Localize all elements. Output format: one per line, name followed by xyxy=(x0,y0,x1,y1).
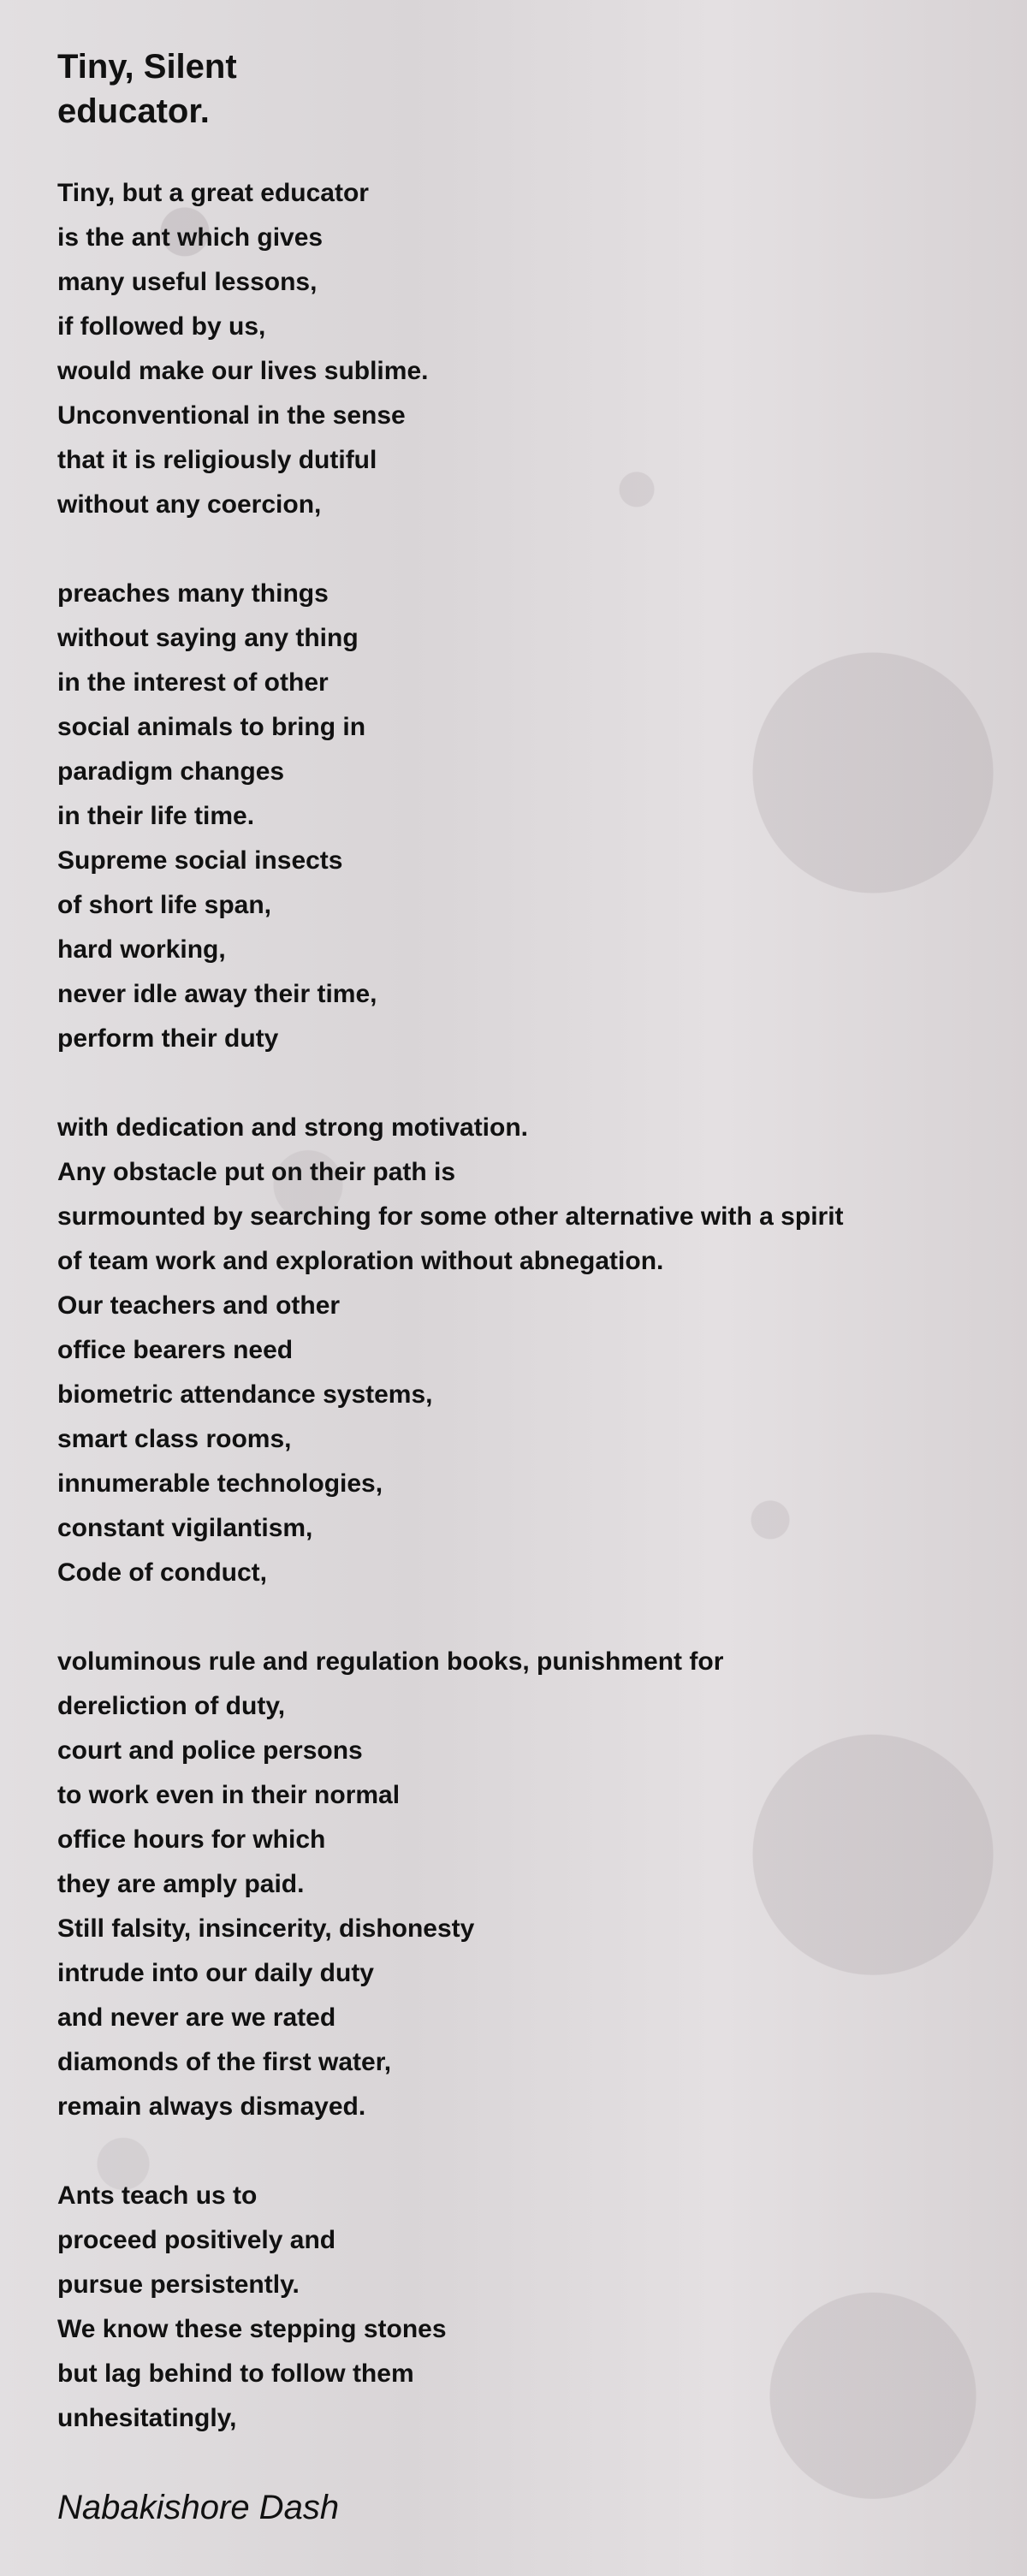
poem-line: of team work and exploration without abnegation. xyxy=(57,1247,664,1275)
poem-line: but lag behind to follow them xyxy=(57,2359,414,2388)
poem-line: social animals to bring in xyxy=(57,713,366,741)
poem-line: innumerable technologies, xyxy=(57,1469,383,1498)
poem-line: intrude into our daily duty xyxy=(57,1959,374,1987)
stanza-1 xyxy=(57,171,999,527)
poem-line: paradigm changes xyxy=(57,757,285,786)
poem-line: that it is religiously dutiful xyxy=(57,446,377,474)
poem-author: Nabakishore Dash xyxy=(57,2489,340,2526)
poem-line: constant vigilantism, xyxy=(57,1514,313,1542)
poem-line: preaches many things xyxy=(57,579,329,608)
poem-line: would make our lives sublime. xyxy=(57,357,429,385)
poem-line: dereliction of duty, xyxy=(57,1692,286,1720)
poem-line: pursue persistently. xyxy=(57,2270,300,2299)
poem-line: to work even in their normal xyxy=(57,1781,401,1809)
poem-line: in their life time. xyxy=(57,802,255,830)
poem-line: in the interest of other xyxy=(57,668,329,697)
poem-line: Our teachers and other xyxy=(57,1291,341,1320)
stanza-3 xyxy=(57,1106,999,1595)
poem-line: with dedication and strong motivation. xyxy=(57,1113,529,1142)
poem-line: diamonds of the first water, xyxy=(57,2048,392,2076)
poem-line: hard working, xyxy=(57,935,226,964)
poem-line: Ants teach us to xyxy=(57,2181,258,2210)
poem-line: of short life span, xyxy=(57,891,272,919)
poem-line: office bearers need xyxy=(57,1336,294,1364)
poem-line: office hours for which xyxy=(57,1825,326,1854)
poem-line: Any obstacle put on their path is xyxy=(57,1158,456,1186)
poem-line: biometric attendance systems, xyxy=(57,1380,433,1409)
poem-title-line-1: Tiny, Silent xyxy=(57,48,237,86)
poem-line: they are amply paid. xyxy=(57,1870,305,1898)
poem-line: without saying any thing xyxy=(57,624,359,652)
poem-line: unhesitatingly, xyxy=(57,2404,237,2432)
poem-line: surmounted by searching for some other alternative with a spirit xyxy=(57,1202,844,1231)
poem-line: smart class rooms, xyxy=(57,1425,292,1453)
poem-title-line-2: educator. xyxy=(57,92,210,130)
poem-line: proceed positively and xyxy=(57,2226,336,2254)
poem-line: without any coercion, xyxy=(57,490,322,519)
poem-line: never idle away their time, xyxy=(57,980,377,1008)
poem-line: many useful lessons, xyxy=(57,268,318,296)
poem-line: voluminous rule and regulation books, punishment for xyxy=(57,1647,724,1676)
poem-line: Tiny, but a great educator xyxy=(57,179,369,207)
poem-line: We know these stepping stones xyxy=(57,2315,447,2343)
poem-line: Still falsity, insincerity, dishonesty xyxy=(57,1914,475,1943)
poem-title xyxy=(57,45,571,134)
poem-line: Code of conduct, xyxy=(57,1558,267,1587)
poem-line: Supreme social insects xyxy=(57,846,343,875)
poem-line: remain always dismayed. xyxy=(57,2092,366,2121)
poem-line: and never are we rated xyxy=(57,2003,336,2032)
stanza-5 xyxy=(57,2174,999,2441)
poem-line: Unconventional in the sense xyxy=(57,401,406,430)
stanza-4 xyxy=(57,1640,999,2129)
poem-line: if followed by us, xyxy=(57,312,266,341)
poem-line: is the ant which gives xyxy=(57,223,324,252)
poem-line: court and police persons xyxy=(57,1736,363,1765)
stanza-2 xyxy=(57,572,999,1061)
poem-line: perform their duty xyxy=(57,1024,279,1053)
